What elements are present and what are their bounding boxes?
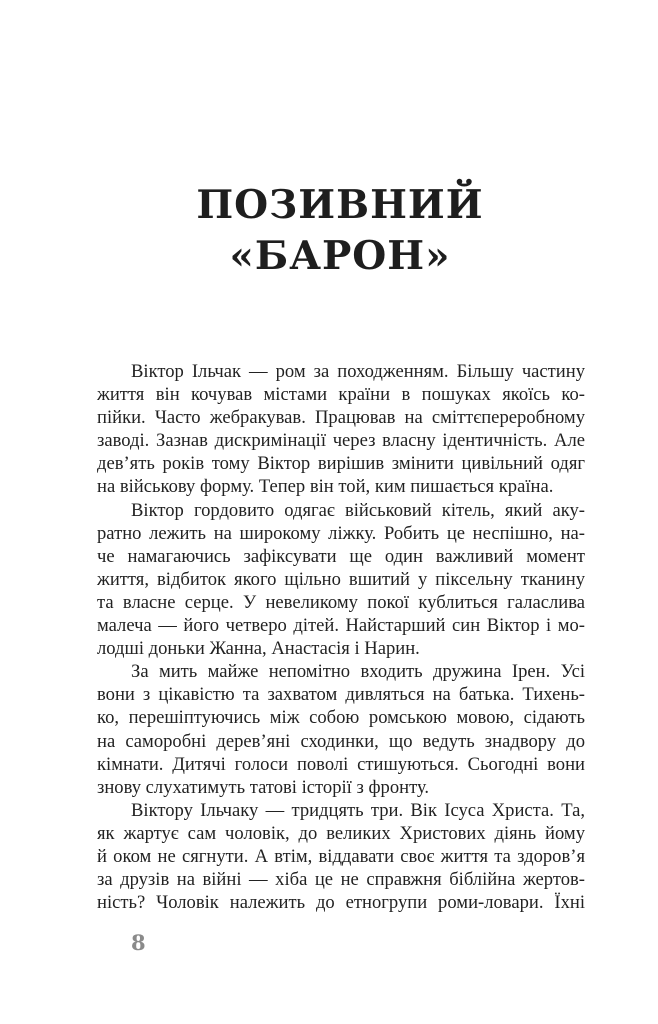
text-line: пійки. Часто жебракував. Працював на сміттєпереробному [97,407,585,429]
chapter-title-line-1: ПОЗИВНИЙ [196,182,484,228]
text-line: на військову форму. Тепер він той, ким пишається країна. [97,476,554,498]
text-line: ко, перешіптуючись між собою ромською мовою, сідають [97,707,585,729]
text-line: й оком не сягнути. А втім, віддавати своє життя та здоров’я [97,845,585,867]
text-line: Віктор Ільчак — ром за походженням. Більшу частину [131,361,585,382]
text-line: ратно лежить на широкому ліжку. Робить це неспішно, на- [97,522,585,544]
text-line: че намагаючись зафіксувати ще один важливий момент [97,545,585,567]
text-line: Віктор гордовито одягає військовий кітель, який аку- [131,499,585,521]
text-line: ність? Чоловік належить до етногрупи роми-ловари. Їхні [97,892,585,914]
text-line: на саморобні дерев’яні сходинки, що ведуть знадвору до [97,730,585,752]
text-line: Віктору Ільчаку — тридцять три. Вік Ісуса Христа. Та, [131,799,585,821]
text-line: заводі. Зазнав дискримінації через власну ідентичність. Але [97,430,585,452]
page-number: 8 [131,930,146,955]
text-line: як жартує сам чоловік, до великих Христових діянь йому [97,822,585,844]
text-line: кімнати. Дитячі голоси поволі стишуються. Сьогодні вони [97,753,585,775]
text-line: малеча — його четверо дітей. Найстарший син Віктор і мо- [97,615,585,637]
text-line: життя, відбиток якого щільно вшитий у піксельну тканину [97,568,585,590]
text-line: знову слухатимуть татові історії з фронту. [97,776,430,798]
text-line: дев’ять років тому Віктор вирішив змінити цивільний одяг [97,453,585,475]
text-line: За мить майже непомітно входить дружина Ірен. Усі [131,661,585,683]
text-line: життя він кочував містами країни в пошуках якоїсь ко- [97,384,585,406]
body-text [97,360,585,914]
chapter-title-line-2: «БАРОН» [229,233,451,279]
text-line: вони з цікавістю та захватом дивляться на батька. Тихень- [97,684,585,706]
text-line: за друзів на війні — хіба це не справжня біблійна жертов- [97,869,585,891]
text-line: лодші доньки Жанна, Анастасія і Нарин. [97,638,420,660]
text-line: та власне серце. У невеликому покої кублиться галаслива [97,591,585,613]
